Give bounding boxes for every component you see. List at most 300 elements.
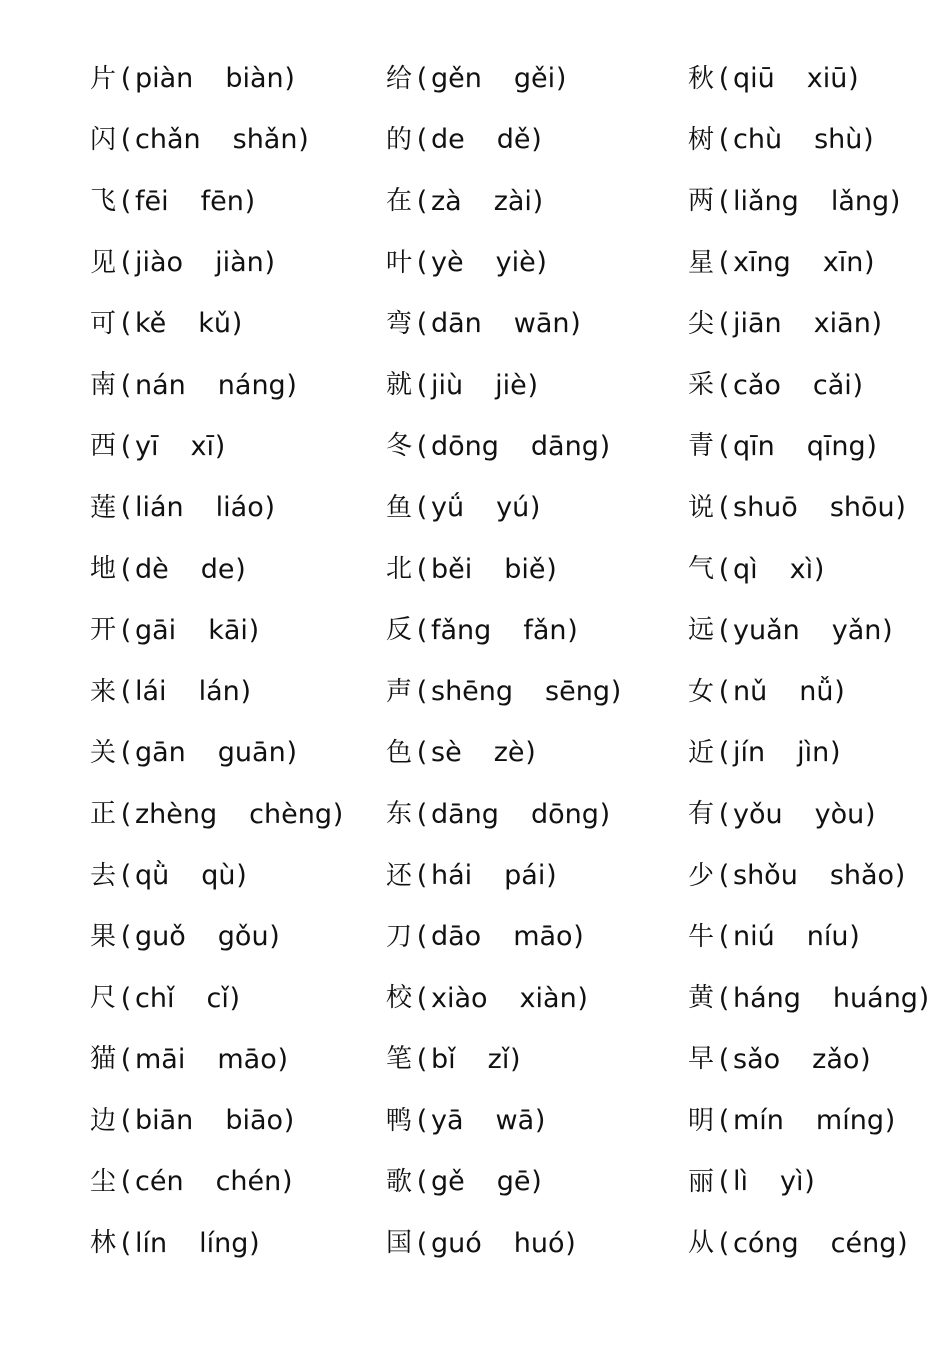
pinyin-option-2[interactable]: wā xyxy=(495,1105,535,1137)
pinyin-option-1[interactable]: yī xyxy=(135,430,159,462)
open-paren: ( xyxy=(416,982,428,1014)
pinyin-option-2[interactable]: lǎng xyxy=(830,185,890,217)
pinyin-option-1[interactable]: nán xyxy=(135,369,186,401)
close-paren: ) xyxy=(510,1043,521,1075)
close-paren: ) xyxy=(527,369,539,401)
hanzi-character: 鱼 xyxy=(386,492,413,523)
pinyin-entry xyxy=(688,293,930,354)
close-paren: ) xyxy=(599,798,611,830)
open-paren: ( xyxy=(120,185,132,217)
close-paren: ) xyxy=(871,308,883,340)
pinyin-option-2[interactable]: gǒu xyxy=(217,921,269,953)
pinyin-option-2[interactable]: jiè xyxy=(495,369,527,401)
pinyin-option-1[interactable]: gě xyxy=(431,1166,465,1198)
pinyin-entry xyxy=(386,354,622,415)
hanzi-character: 国 xyxy=(386,1228,413,1259)
pinyin-option-2[interactable]: biě xyxy=(504,553,546,585)
close-paren: ) xyxy=(264,492,276,524)
hanzi-character: 声 xyxy=(386,676,413,707)
pinyin-option-1[interactable]: jín xyxy=(733,737,766,769)
pinyin-entry xyxy=(688,661,930,722)
pinyin-option-1[interactable]: lái xyxy=(135,676,167,708)
open-paren: ( xyxy=(120,1227,132,1259)
close-paren: ) xyxy=(231,308,243,340)
pinyin-entry xyxy=(386,1151,622,1212)
close-paren: ) xyxy=(281,1166,293,1198)
hanzi-character: 远 xyxy=(688,615,715,646)
hanzi-character: 明 xyxy=(688,1105,715,1136)
hanzi-character: 歌 xyxy=(386,1166,413,1197)
pinyin-option-1[interactable]: běi xyxy=(431,553,473,585)
pinyin-entry xyxy=(386,232,622,293)
pinyin-option-2[interactable]: xī xyxy=(190,430,214,462)
pinyin-entry xyxy=(688,1151,930,1212)
pinyin-option-2[interactable]: qīng xyxy=(806,430,866,462)
close-paren: ) xyxy=(531,124,542,156)
pinyin-option-2[interactable]: biàn xyxy=(225,63,284,95)
pinyin-option-2[interactable]: huó xyxy=(513,1227,565,1259)
pinyin-entry xyxy=(688,1213,930,1274)
pinyin-option-1[interactable]: hái xyxy=(431,860,473,891)
close-paren: ) xyxy=(531,1166,542,1198)
pinyin-option-2[interactable]: yiè xyxy=(495,247,536,279)
pinyin-option-1[interactable]: jiào xyxy=(135,247,184,279)
pinyin-option-1[interactable]: yǘ xyxy=(431,492,465,524)
pinyin-option-2[interactable]: chèng xyxy=(249,798,332,830)
pinyin-option-1[interactable]: cǎo xyxy=(733,369,781,401)
pinyin-entry xyxy=(688,784,930,845)
hanzi-character: 丽 xyxy=(688,1166,715,1197)
pinyin-option-1[interactable]: bǐ xyxy=(431,1043,456,1075)
pinyin-option-1[interactable]: dāo xyxy=(431,921,482,953)
pinyin-entry xyxy=(90,416,344,477)
close-paren: ) xyxy=(529,492,541,524)
open-paren: ( xyxy=(718,1105,730,1137)
pinyin-entry xyxy=(90,1151,344,1212)
pinyin-option-1[interactable]: dōng xyxy=(431,430,499,462)
open-paren: ( xyxy=(120,860,132,891)
close-paren: ) xyxy=(283,1105,295,1137)
open-paren: ( xyxy=(120,798,132,830)
pinyin-option-1[interactable]: mín xyxy=(733,1105,784,1137)
hanzi-character: 有 xyxy=(688,799,715,830)
pinyin-option-2[interactable]: xīn xyxy=(822,247,864,279)
pinyin-entry xyxy=(688,967,930,1028)
hanzi-character: 弯 xyxy=(386,308,413,339)
pinyin-option-2[interactable]: māo xyxy=(217,1043,277,1075)
pinyin-entry xyxy=(688,354,930,415)
pinyin-option-1[interactable]: gān xyxy=(135,737,186,769)
open-paren: ( xyxy=(718,430,730,462)
pinyin-entry xyxy=(386,906,622,967)
pinyin-entry xyxy=(688,1090,930,1151)
pinyin-option-1[interactable]: shēng xyxy=(431,676,514,708)
hanzi-character: 地 xyxy=(90,554,117,585)
hanzi-character: 尘 xyxy=(90,1166,117,1197)
pinyin-option-1[interactable]: dè xyxy=(135,553,169,585)
pinyin-option-2[interactable]: cǐ xyxy=(206,982,229,1014)
close-paren: ) xyxy=(240,676,251,708)
pinyin-entry xyxy=(386,600,622,661)
pinyin-option-2[interactable]: jiàn xyxy=(215,247,264,279)
hanzi-character: 关 xyxy=(90,737,117,768)
close-paren: ) xyxy=(834,676,845,708)
pinyin-entry xyxy=(688,1029,930,1090)
hanzi-character: 尖 xyxy=(688,308,715,339)
close-paren: ) xyxy=(248,614,260,646)
hanzi-character: 青 xyxy=(688,431,715,462)
pinyin-entry xyxy=(688,416,930,477)
pinyin-option-1[interactable]: fǎng xyxy=(431,614,492,646)
pinyin-option-1[interactable]: xīng xyxy=(733,247,791,279)
pinyin-option-1[interactable]: jiān xyxy=(733,308,782,340)
pinyin-option-1[interactable]: piàn xyxy=(135,63,194,95)
hanzi-character: 星 xyxy=(688,247,715,278)
pinyin-option-1[interactable]: guó xyxy=(431,1227,482,1259)
open-paren: ( xyxy=(718,492,730,524)
close-paren: ) xyxy=(214,430,226,462)
hanzi-character: 秋 xyxy=(688,63,715,94)
pinyin-option-2[interactable]: dě xyxy=(496,124,531,156)
pinyin-option-2[interactable]: lán xyxy=(198,676,240,708)
column-2 xyxy=(386,48,622,1274)
pinyin-option-2[interactable]: liáo xyxy=(215,492,264,524)
hanzi-character: 尺 xyxy=(90,983,117,1014)
open-paren: ( xyxy=(120,676,132,708)
pinyin-option-2[interactable]: nǚ xyxy=(799,676,834,708)
pinyin-option-2[interactable]: zǎo xyxy=(812,1043,860,1075)
close-paren: ) xyxy=(567,614,578,646)
hanzi-character: 刀 xyxy=(386,921,413,952)
hanzi-character: 片 xyxy=(90,63,117,94)
pinyin-option-1[interactable]: gěn xyxy=(431,63,482,95)
pinyin-option-2[interactable]: fǎn xyxy=(523,614,567,646)
hanzi-character: 树 xyxy=(688,124,715,155)
pinyin-option-2[interactable]: yòu xyxy=(814,798,865,830)
pinyin-option-2[interactable]: zài xyxy=(493,185,532,217)
pinyin-option-2[interactable]: dāng xyxy=(530,430,599,462)
pinyin-option-1[interactable]: liǎng xyxy=(733,185,799,217)
open-paren: ( xyxy=(416,247,428,279)
hanzi-character: 可 xyxy=(90,308,117,339)
pinyin-option-1[interactable]: zà xyxy=(431,185,462,217)
pinyin-option-1[interactable]: qiū xyxy=(733,63,775,95)
open-paren: ( xyxy=(416,308,428,340)
hanzi-character: 叶 xyxy=(386,247,413,278)
pinyin-option-1[interactable]: nǔ xyxy=(733,676,768,708)
pinyin-option-2[interactable]: kǔ xyxy=(198,308,232,340)
close-paren: ) xyxy=(889,185,901,217)
pinyin-option-1[interactable]: qǜ xyxy=(135,860,170,891)
pinyin-option-2[interactable]: líng xyxy=(199,1227,249,1259)
pinyin-option-2[interactable]: chén xyxy=(215,1166,282,1198)
open-paren: ( xyxy=(416,63,428,95)
pinyin-option-1[interactable]: yuǎn xyxy=(733,614,800,646)
pinyin-entry xyxy=(90,967,344,1028)
hanzi-character: 给 xyxy=(386,63,413,94)
close-paren: ) xyxy=(860,1043,871,1075)
pinyin-option-1[interactable]: gāi xyxy=(135,614,177,646)
close-paren: ) xyxy=(894,860,906,891)
pinyin-entry xyxy=(90,722,344,783)
open-paren: ( xyxy=(416,1166,428,1198)
close-paren: ) xyxy=(864,798,876,830)
hanzi-character: 牛 xyxy=(688,921,715,952)
hanzi-character: 早 xyxy=(688,1044,715,1075)
open-paren: ( xyxy=(416,185,428,217)
open-paren: ( xyxy=(718,798,730,830)
pinyin-option-1[interactable]: niú xyxy=(733,921,775,953)
pinyin-option-1[interactable]: xiào xyxy=(431,982,488,1014)
pinyin-option-2[interactable]: zǐ xyxy=(487,1043,510,1075)
pinyin-option-2[interactable]: náng xyxy=(217,369,286,401)
open-paren: ( xyxy=(416,124,428,156)
pinyin-entry xyxy=(386,293,622,354)
pinyin-option-1[interactable]: qì xyxy=(733,553,758,585)
hanzi-character: 林 xyxy=(90,1228,117,1259)
pinyin-option-1[interactable]: háng xyxy=(733,982,801,1014)
pinyin-option-2[interactable]: qù xyxy=(201,860,236,891)
pinyin-option-1[interactable]: sè xyxy=(431,737,462,769)
pinyin-option-1[interactable]: yè xyxy=(431,247,464,279)
hanzi-character: 从 xyxy=(688,1228,715,1259)
pinyin-option-1[interactable]: māi xyxy=(135,1043,186,1075)
open-paren: ( xyxy=(718,124,730,156)
pinyin-option-2[interactable]: míng xyxy=(815,1105,884,1137)
close-paren: ) xyxy=(525,737,536,769)
pinyin-entry xyxy=(386,722,622,783)
pinyin-option-2[interactable]: jìn xyxy=(797,737,830,769)
pinyin-entry xyxy=(90,48,344,109)
open-paren: ( xyxy=(120,63,132,95)
close-paren: ) xyxy=(269,921,280,953)
close-paren: ) xyxy=(244,185,256,217)
pinyin-entry xyxy=(90,906,344,967)
hanzi-character: 闪 xyxy=(90,124,117,155)
pinyin-entry xyxy=(688,906,930,967)
close-paren: ) xyxy=(229,982,241,1014)
pinyin-option-2[interactable]: de xyxy=(200,553,235,585)
pinyin-option-1[interactable]: fēi xyxy=(135,185,169,217)
pinyin-option-2[interactable]: céng xyxy=(830,1227,897,1259)
open-paren: ( xyxy=(718,982,730,1014)
pinyin-option-1[interactable]: lín xyxy=(135,1227,168,1259)
pinyin-entry xyxy=(386,538,622,599)
close-paren: ) xyxy=(546,553,557,585)
close-paren: ) xyxy=(849,921,860,953)
pinyin-entry xyxy=(386,1213,622,1274)
hanzi-character: 笔 xyxy=(386,1044,413,1075)
hanzi-character: 西 xyxy=(90,431,117,462)
open-paren: ( xyxy=(416,921,428,953)
pinyin-entry xyxy=(386,661,622,722)
pinyin-entry xyxy=(688,48,930,109)
close-paren: ) xyxy=(249,1227,260,1259)
close-paren: ) xyxy=(286,369,297,401)
pinyin-entry xyxy=(90,1029,344,1090)
pinyin-option-1[interactable]: cóng xyxy=(733,1227,799,1259)
pinyin-entry xyxy=(90,661,344,722)
pinyin-option-1[interactable]: sǎo xyxy=(733,1043,781,1075)
close-paren: ) xyxy=(235,553,246,585)
close-paren: ) xyxy=(264,247,276,279)
pinyin-entry xyxy=(90,477,344,538)
close-paren: ) xyxy=(565,1227,576,1259)
hanzi-character: 见 xyxy=(90,247,117,278)
pinyin-option-2[interactable]: níu xyxy=(806,921,849,953)
pinyin-option-1[interactable]: lián xyxy=(135,492,184,524)
pinyin-entry xyxy=(90,293,344,354)
close-paren: ) xyxy=(532,185,544,217)
pinyin-entry xyxy=(386,1029,622,1090)
pinyin-option-1[interactable]: cén xyxy=(135,1166,184,1198)
pinyin-option-1[interactable]: dān xyxy=(431,308,482,340)
pinyin-option-2[interactable]: shǎn xyxy=(232,124,298,156)
pinyin-entry xyxy=(688,109,930,170)
pinyin-option-2[interactable]: xì xyxy=(789,553,814,585)
pinyin-option-2[interactable]: xiàn xyxy=(519,982,577,1014)
hanzi-character: 冬 xyxy=(386,431,413,462)
pinyin-entry xyxy=(386,1090,622,1151)
hanzi-character: 两 xyxy=(688,186,715,217)
column-1 xyxy=(90,48,344,1274)
hanzi-character: 东 xyxy=(386,799,413,830)
pinyin-option-1[interactable]: lì xyxy=(733,1166,749,1198)
hanzi-character: 女 xyxy=(688,676,715,707)
close-paren: ) xyxy=(570,308,581,340)
close-paren: ) xyxy=(852,369,864,401)
hanzi-character: 黄 xyxy=(688,983,715,1014)
hanzi-character: 色 xyxy=(386,737,413,768)
open-paren: ( xyxy=(120,1105,132,1137)
open-paren: ( xyxy=(120,430,132,462)
pinyin-option-1[interactable]: guǒ xyxy=(135,921,186,953)
pinyin-entry xyxy=(386,784,622,845)
pinyin-entry xyxy=(688,171,930,232)
open-paren: ( xyxy=(718,676,730,708)
pinyin-entry xyxy=(386,171,622,232)
pinyin-option-1[interactable]: kě xyxy=(135,308,167,340)
pinyin-option-2[interactable]: shù xyxy=(814,124,863,156)
open-paren: ( xyxy=(718,247,730,279)
pinyin-option-1[interactable]: shǒu xyxy=(733,860,798,891)
pinyin-entry xyxy=(90,171,344,232)
pinyin-option-2[interactable]: shōu xyxy=(829,492,895,524)
hanzi-character: 边 xyxy=(90,1105,117,1136)
pinyin-option-2[interactable]: yú xyxy=(496,492,530,524)
hanzi-character: 果 xyxy=(90,921,117,952)
pinyin-option-1[interactable]: jiù xyxy=(431,369,464,401)
pinyin-option-1[interactable]: yā xyxy=(431,1105,464,1137)
pinyin-entry xyxy=(90,784,344,845)
open-paren: ( xyxy=(120,1043,132,1075)
hanzi-character: 来 xyxy=(90,676,117,707)
column-3 xyxy=(688,48,930,1274)
pinyin-option-2[interactable]: biāo xyxy=(225,1105,284,1137)
pinyin-option-2[interactable]: pái xyxy=(504,860,546,891)
close-paren: ) xyxy=(813,553,825,585)
hanzi-character: 少 xyxy=(688,860,715,891)
close-paren: ) xyxy=(882,614,893,646)
pinyin-entry xyxy=(386,416,622,477)
open-paren: ( xyxy=(718,1227,730,1259)
pinyin-option-2[interactable]: sēng xyxy=(545,676,610,708)
hanzi-character: 采 xyxy=(688,370,715,401)
pinyin-entry xyxy=(386,48,622,109)
pinyin-option-2[interactable]: māo xyxy=(513,921,573,953)
close-paren: ) xyxy=(546,860,557,891)
close-paren: ) xyxy=(864,247,875,279)
pinyin-option-2[interactable]: gē xyxy=(496,1166,531,1198)
pinyin-option-2[interactable]: xiān xyxy=(813,308,871,340)
pinyin-option-2[interactable]: yǎn xyxy=(831,614,882,646)
open-paren: ( xyxy=(120,308,132,340)
close-paren: ) xyxy=(848,63,859,95)
pinyin-option-2[interactable]: kāi xyxy=(208,614,248,646)
pinyin-option-1[interactable]: chǎn xyxy=(135,124,201,156)
open-paren: ( xyxy=(120,369,132,401)
open-paren: ( xyxy=(718,63,730,95)
close-paren: ) xyxy=(610,676,622,708)
close-paren: ) xyxy=(277,1043,288,1075)
pinyin-option-2[interactable]: gěi xyxy=(513,63,556,95)
open-paren: ( xyxy=(120,982,132,1014)
open-paren: ( xyxy=(120,1166,132,1198)
pinyin-option-1[interactable]: de xyxy=(431,124,465,156)
pinyin-option-1[interactable]: chù xyxy=(733,124,783,156)
hanzi-character: 莲 xyxy=(90,492,117,523)
pinyin-option-1[interactable]: shuō xyxy=(733,492,798,524)
pinyin-option-1[interactable]: qīn xyxy=(733,430,775,462)
pinyin-option-2[interactable]: cǎi xyxy=(812,369,852,401)
pinyin-entry xyxy=(386,109,622,170)
hanzi-character: 气 xyxy=(688,554,715,585)
pinyin-option-2[interactable]: yì xyxy=(780,1166,804,1198)
pinyin-entry xyxy=(90,1090,344,1151)
pinyin-option-1[interactable]: zhèng xyxy=(135,798,218,830)
open-paren: ( xyxy=(718,737,730,769)
close-paren: ) xyxy=(829,737,841,769)
hanzi-character: 猫 xyxy=(90,1044,117,1075)
hanzi-character: 去 xyxy=(90,860,117,891)
pinyin-entry xyxy=(90,232,344,293)
close-paren: ) xyxy=(298,124,309,156)
pinyin-option-2[interactable]: fēn xyxy=(200,185,244,217)
hanzi-character: 就 xyxy=(386,370,413,401)
pinyin-option-1[interactable]: yǒu xyxy=(733,798,783,830)
pinyin-option-2[interactable]: shǎo xyxy=(829,860,895,891)
open-paren: ( xyxy=(120,614,132,646)
pinyin-option-2[interactable]: huáng xyxy=(832,982,918,1014)
pinyin-option-2[interactable]: zè xyxy=(493,737,525,769)
pinyin-entry xyxy=(688,477,930,538)
pinyin-option-1[interactable]: chǐ xyxy=(135,982,175,1014)
hanzi-character: 说 xyxy=(688,492,715,523)
pinyin-option-2[interactable]: wān xyxy=(513,308,570,340)
pinyin-option-2[interactable]: xiū xyxy=(806,63,848,95)
open-paren: ( xyxy=(120,492,132,524)
open-paren: ( xyxy=(120,553,132,585)
close-paren: ) xyxy=(236,860,247,891)
pinyin-option-2[interactable]: dōng xyxy=(530,798,599,830)
pinyin-option-2[interactable]: guān xyxy=(217,737,286,769)
pinyin-option-1[interactable]: biān xyxy=(135,1105,194,1137)
close-paren: ) xyxy=(534,1105,546,1137)
hanzi-character: 飞 xyxy=(90,186,117,217)
hanzi-character: 还 xyxy=(386,860,413,891)
pinyin-option-1[interactable]: dāng xyxy=(431,798,499,830)
close-paren: ) xyxy=(555,63,567,95)
